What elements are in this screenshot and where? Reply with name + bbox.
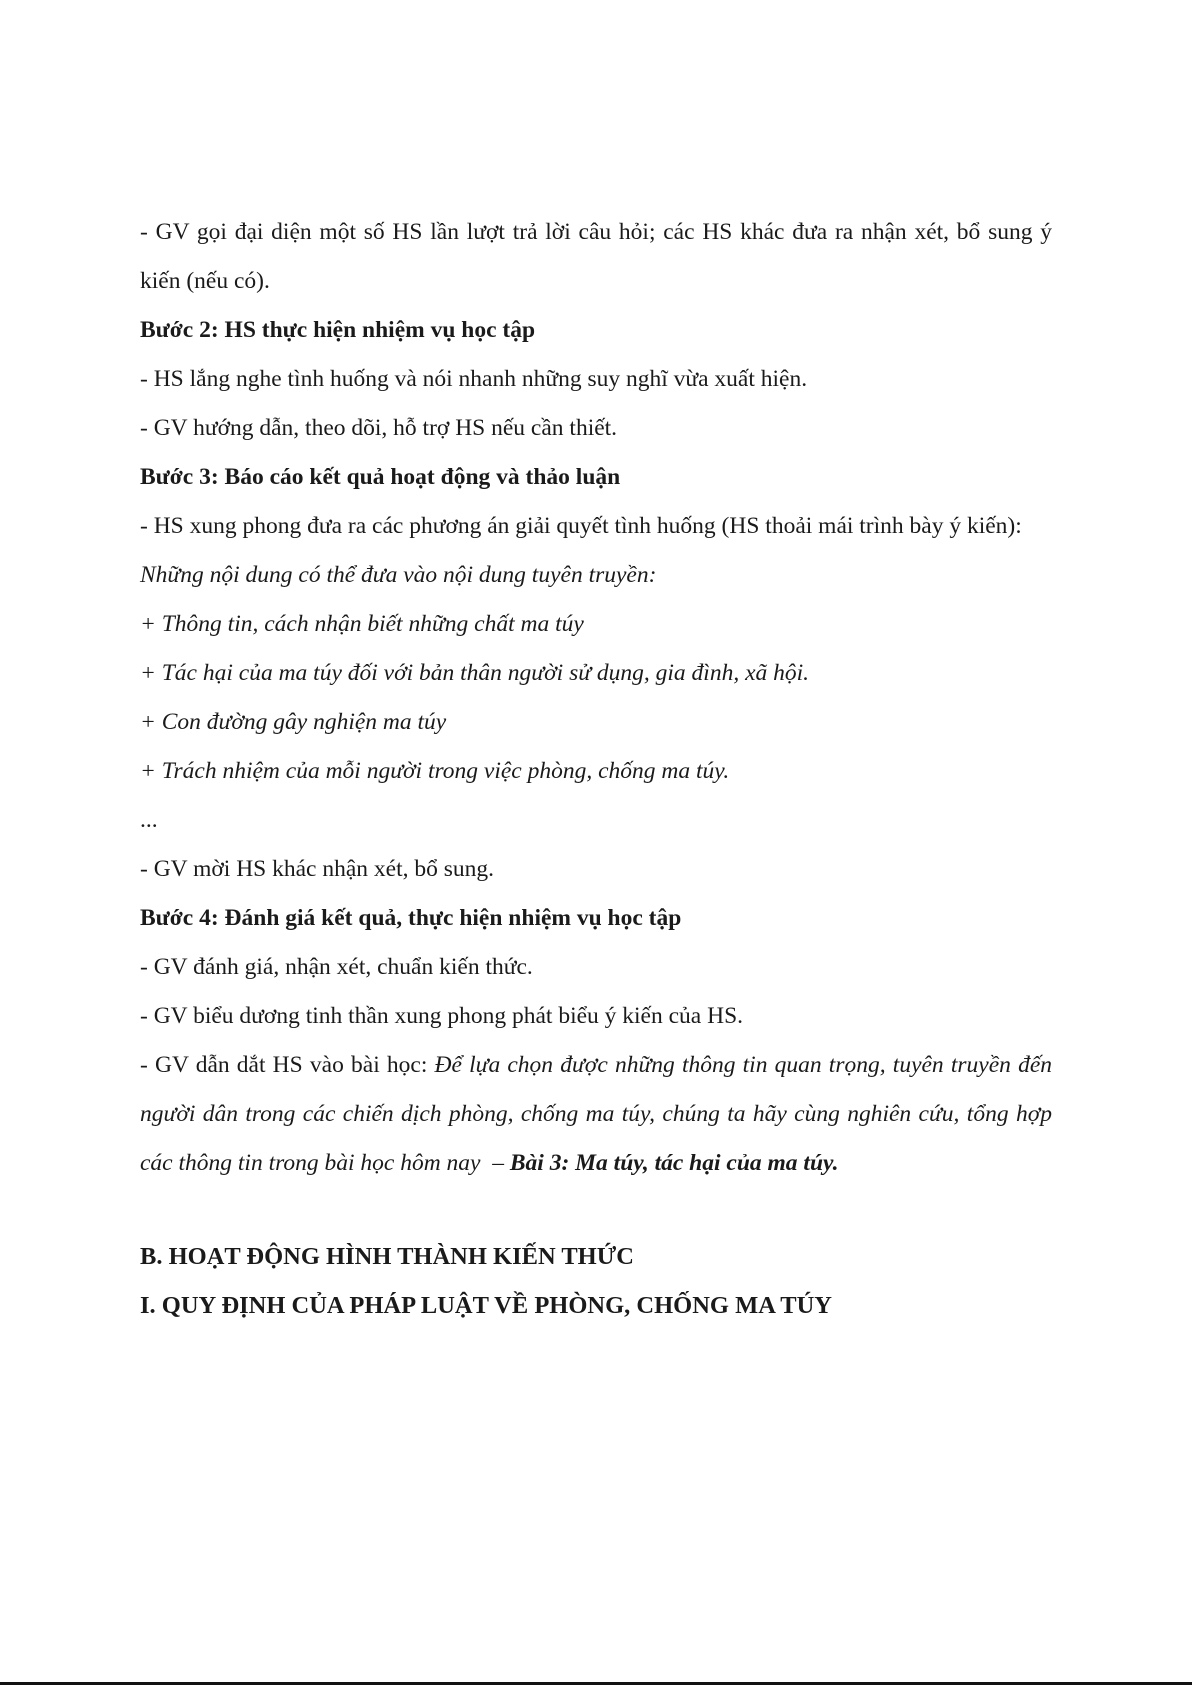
- propaganda-item: + Con đường gây nghiện ma túy: [140, 709, 447, 735]
- step-3-line-1: - HS xung phong đưa ra các phương án giải quyết tình huống (HS thoải mái trình bày ý kiến):: [140, 513, 1022, 539]
- lead-in-italic: Để lựa chọn được những thông tin quan trọng, tuyên truyền đến người dân trong các chiến dịch phòng, chống ma túy, chúng ta hãy cùng nghiên cứu, tổng hợp các thông tin trong bài học hôm nay: [140, 1052, 1052, 1176]
- step-2-line-2: - GV hướng dẫn, theo dõi, hỗ trợ HS nếu cần thiết.: [140, 415, 618, 441]
- step-3-heading: Bước 3: Báo cáo kết quả hoạt động và thảo luận: [140, 464, 621, 490]
- step-4-line-3: [140, 1041, 1052, 1188]
- lead-in-dash: –: [480, 1150, 510, 1176]
- step-4-line-2: - GV biểu dương tinh thần xung phong phát biểu ý kiến của HS.: [140, 1003, 744, 1029]
- section-i-heading: I. QUY ĐỊNH CỦA PHÁP LUẬT VỀ PHÒNG, CHỐNG MA TÚY: [140, 1292, 832, 1319]
- propaganda-item: + Tác hại của ma túy đối với bản thân người sử dụng, gia đình, xã hội.: [140, 660, 810, 686]
- propaganda-content-intro: Những nội dung có thể đưa vào nội dung tuyên truyền:: [140, 562, 657, 588]
- section-b-heading: B. HOẠT ĐỘNG HÌNH THÀNH KIẾN THỨC: [140, 1243, 634, 1270]
- ellipsis: ...: [140, 807, 158, 833]
- propaganda-item: + Trách nhiệm của mỗi người trong việc phòng, chống ma túy.: [140, 758, 730, 784]
- lesson-title: Bài 3: Ma túy, tác hại của ma túy.: [509, 1150, 839, 1176]
- step-2-heading: Bước 2: HS thực hiện nhiệm vụ học tập: [140, 317, 536, 343]
- propaganda-item: + Thông tin, cách nhận biết những chất ma túy: [140, 611, 584, 637]
- lead-in-prefix: - GV dẫn dắt HS vào bài học:: [140, 1052, 435, 1078]
- step-3-line-2: - GV mời HS khác nhận xét, bổ sung.: [140, 856, 495, 882]
- paragraph-gv-call-students: - GV gọi đại diện một số HS lần lượt trả lời câu hỏi; các HS khác đưa ra nhận xét, bổ sung ý kiến (nếu có).: [140, 219, 1052, 294]
- step-2-line-1: - HS lắng nghe tình huống và nói nhanh những suy nghĩ vừa xuất hiện.: [140, 366, 808, 392]
- section-spacer: [140, 1188, 1052, 1232]
- step-4-heading: Bước 4: Đánh giá kết quả, thực hiện nhiệm vụ học tập: [140, 905, 682, 931]
- document-body: [140, 208, 1052, 1330]
- step-4-line-1: - GV đánh giá, nhận xét, chuẩn kiến thức.: [140, 954, 533, 980]
